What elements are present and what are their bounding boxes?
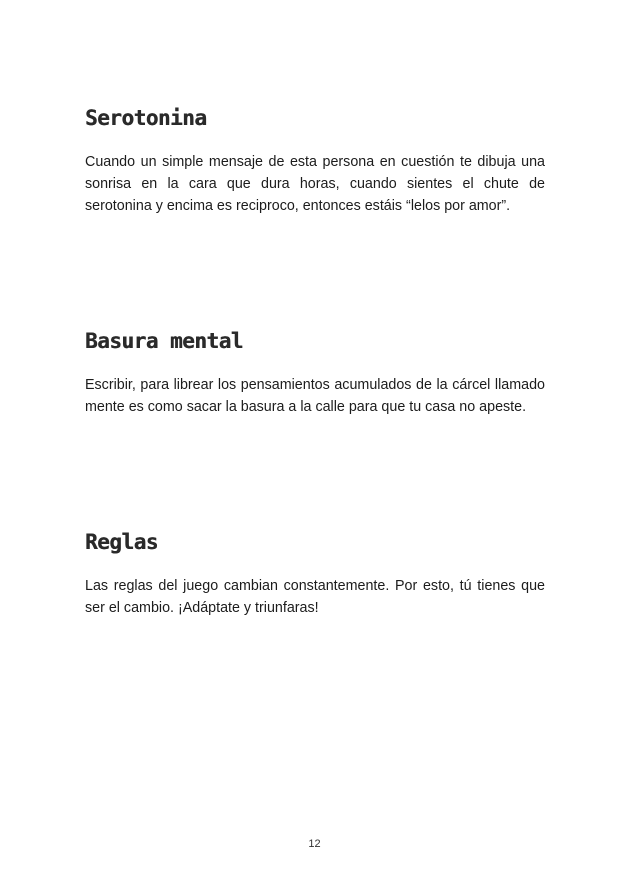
section-paragraph: Escribir, para librear los pensamientos acumulados de la cárcel llamado mente es como sacar la basura a la calle para que tu casa no apeste.	[85, 377, 545, 415]
section-title: Basura mental	[85, 329, 243, 353]
section-title: Serotonina	[85, 106, 207, 130]
page-number: 12	[308, 838, 321, 850]
section-paragraph: Cuando un simple mensaje de esta persona en cuestión te dibuja una sonrisa en la cara que dura horas, cuando sientes el chute de serotonina y encima es reciproco, entonces estáis “lelos por amor”.	[85, 154, 545, 214]
section-serotonina	[85, 105, 545, 217]
section-title: Reglas	[85, 530, 158, 554]
section-basura-mental	[85, 328, 545, 418]
section-paragraph: Las reglas del juego cambian constantemente. Por esto, tú tienes que ser el cambio. ¡Adáptate y triunfaras!	[85, 578, 545, 616]
section-reglas	[85, 529, 545, 619]
